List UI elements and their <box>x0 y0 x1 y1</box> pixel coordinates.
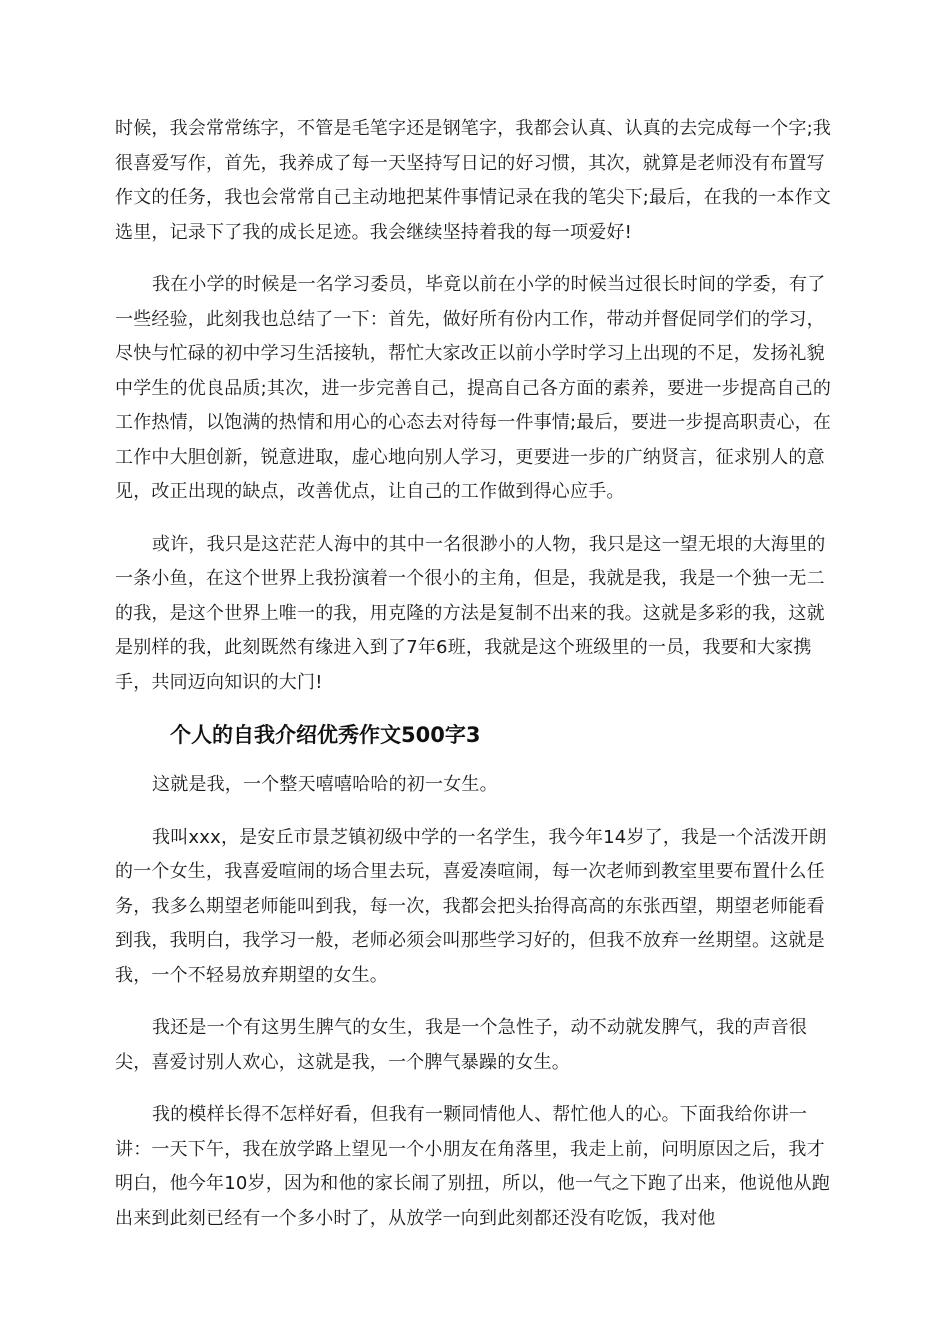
paragraph-3: 或许，我只是这茫茫人海中的其中一名很渺小的人物，我只是这一望无垠的大海里的一条小鱼，在这个世界上我扮演着一个很小的主角，但是，我就是我，我是一个独一无二的我，是这个世界上唯一的我，用克隆的方法是复制不出来的我。这就是多彩的我，这就是别样的我，此刻既然有缘进入到了7年6班，我就是这个班级里的一员，我要和大家携手，共同迈向知识的大门! <box>115 533 826 693</box>
paragraph-2: 我在小学的时候是一名学习委员，毕竟以前在小学的时候当过很长时间的学委，有了一些经验，此刻我也总结了一下：首先，做好所有份内工作，带动并督促同学们的学习，尽快与忙碌的初中学习生活接轨，帮忙大家改正以前小学时学习上出现的不足，发扬礼貌中学生的优良品质;其次，进一步完善自己，提高自己各方面的素养，要进一步提高自己的工作热情，以饱满的热情和用心的心态去对待每一件事情;最后，要进一步提高职责心，在工作中大胆创新，锐意进取，虚心地向别人学习，更要进一步的广纳贤言，征求别人的意见，改正出现的缺点，改善优点，让自己的工作做到得心应手。 <box>115 274 832 502</box>
paragraph-6: 我还是一个有这男生脾气的女生，我是一个急性子，动不动就发脾气，我的声音很尖，喜爱讨别人欢心，这就是我，一个脾气暴躁的女生。 <box>115 1017 808 1073</box>
paragraph-5: 我叫xxx，是安丘市景芝镇初级中学的一名学生，我今年14岁了，我是一个活泼开朗的一个女生，我喜爱喧闹的场合里去玩，喜爱凑喧闹，每一次老师到教室里要布置什么任务，我多么期望老师能叫到我，每一次，我都会把头抬得高高的东张西望，期望老师能看到我，我明白，我学习一般，老师必须会叫那些学习好的，但我不放弃一丝期望。这就是我，一个不轻易放弃期望的女生。 <box>115 826 827 986</box>
paragraph-7: 我的模样长得不怎样好看，但我有一颗同情他人、帮忙他人的心。下面我给你讲一讲：一天下午，我在放学路上望见一个小朋友在角落里，我走上前，问明原因之后，我才明白，他今年10岁，因为和他的家长闹了别扭，所以，他一气之下跑了出来，他说他从跑出来到此刻已经有一个多小时了，从放学一向到此刻都还没有吃饭，我对他 <box>115 1104 830 1229</box>
document-body <box>115 112 835 1254</box>
paragraph-4: 这就是我，一个整天嘻嘻哈哈的初一女生。 <box>152 774 498 795</box>
section-heading: 个人的自我介绍优秀作文500字3 <box>170 723 481 747</box>
paragraph-1: 时候，我会常常练字，不管是毛笔字还是钢笔字，我都会认真、认真的去完成每一个字;我很喜爱写作，首先，我养成了每一天坚持写日记的好习惯，其次，就算是老师没有布置写作文的任务，我也会常常自己主动地把某件事情记录在我的笔尖下;最后，在我的一本作文选里，记录下了我的成长足迹。我会继续坚持着我的每一项爱好! <box>115 118 832 243</box>
